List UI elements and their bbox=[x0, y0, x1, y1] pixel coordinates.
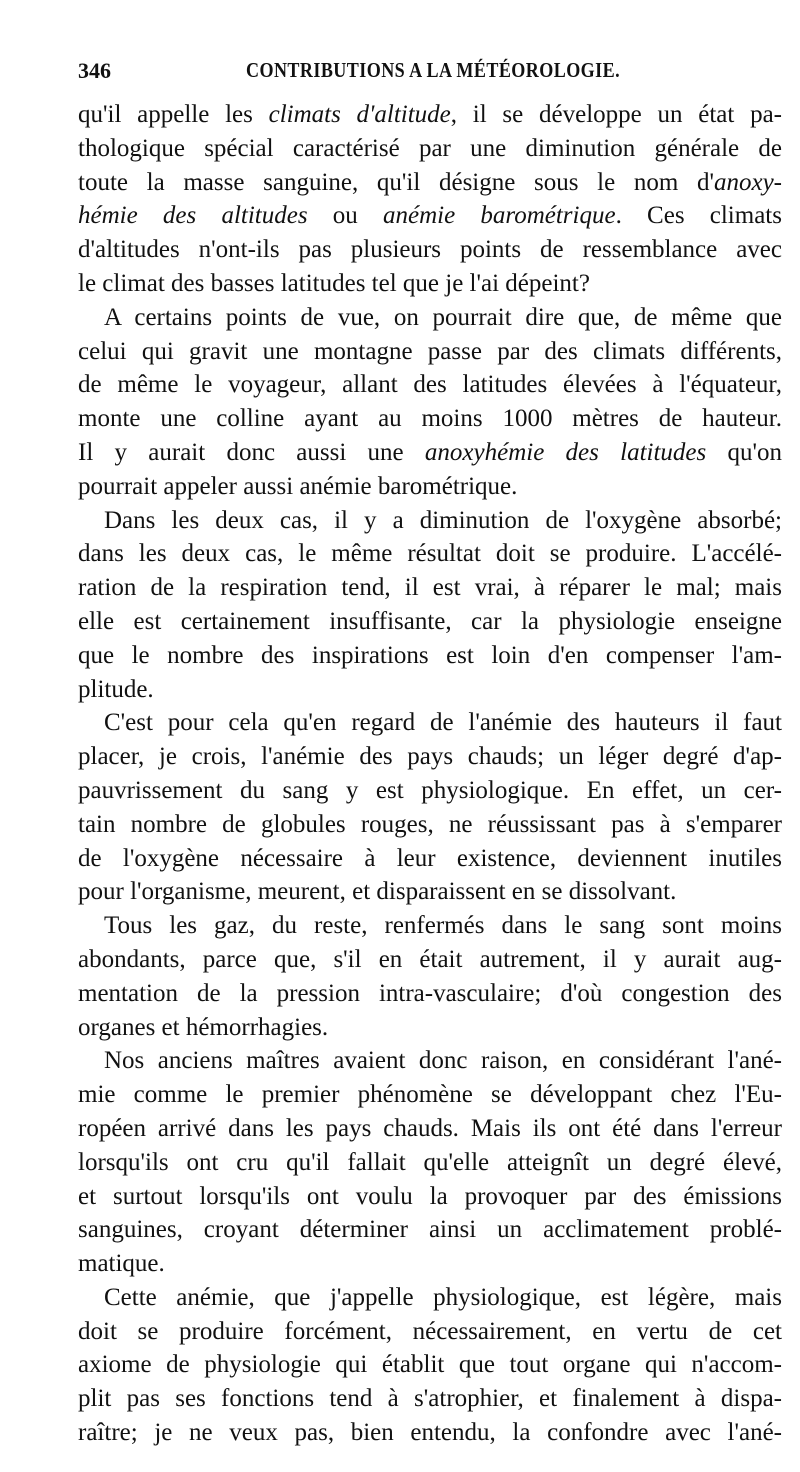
text-run: de l'oxygène nécessaire à leur existence, deviennent inutiles bbox=[78, 844, 782, 872]
text-line bbox=[78, 673, 782, 707]
text-line bbox=[78, 1416, 782, 1450]
text-line bbox=[78, 166, 782, 200]
text-line bbox=[78, 537, 782, 571]
text-run: plitude. bbox=[78, 675, 154, 703]
text-line bbox=[78, 571, 782, 605]
text-line bbox=[78, 233, 782, 267]
text-line bbox=[78, 1315, 782, 1349]
text-run: que le nombre des inspirations est loin d'en compenser l'am- bbox=[78, 641, 782, 669]
text-run: sanguines, croyant déterminer ainsi un acclimatement problé- bbox=[78, 1216, 782, 1244]
text-line bbox=[78, 368, 782, 402]
text-run: pour l'organisme, meurent, et disparaissent en se dissolvant. bbox=[78, 878, 677, 906]
italic-text: anoxyhémie des latitudes bbox=[424, 438, 707, 466]
text-line bbox=[78, 436, 782, 470]
text-run: Tous les gaz, du reste, renfermés dans le sang sont moins bbox=[104, 912, 782, 940]
text-run: d'altitudes n'ont-ils pas plusieurs points de ressemblance avec bbox=[78, 236, 782, 264]
text-run: mie comme le premier phénomène se développant chez l'Eu- bbox=[78, 1081, 782, 1109]
text-run: ration de la respiration tend, il est vrai, à réparer le mal; mais bbox=[78, 574, 782, 602]
text-run: C'est pour cela qu'en regard de l'anémie des hauteurs il faut bbox=[104, 709, 782, 737]
text-run: matique. bbox=[78, 1250, 165, 1278]
text-line bbox=[78, 842, 782, 876]
text-run: et surtout lorsqu'ils ont voulu la provoquer par des émissions bbox=[78, 1182, 782, 1210]
text-run: , il se développe un état pa- bbox=[450, 101, 782, 128]
text-run: Nos anciens maîtres avaient donc raison, en considérant l'ané- bbox=[104, 1047, 782, 1075]
text-line bbox=[78, 1281, 782, 1315]
text-line bbox=[78, 1180, 782, 1214]
text-run: plit pas ses fonctions tend à s'atrophier, et finalement à dispa- bbox=[78, 1385, 782, 1413]
text-line bbox=[78, 199, 782, 233]
text-run: abondants, parce que, s'il en était autrement, il y aurait aug- bbox=[78, 945, 782, 973]
text-line bbox=[78, 470, 782, 504]
text-line bbox=[78, 98, 782, 132]
text-run: Il y aurait donc aussi une bbox=[78, 438, 425, 466]
text-line bbox=[78, 1348, 782, 1382]
text-line bbox=[78, 1044, 782, 1078]
text-run: toute la masse sanguine, qu'il désigne sous le nom d' bbox=[78, 168, 714, 196]
text-line bbox=[78, 740, 782, 774]
text-run: placer, je crois, l'anémie des pays chauds; un léger degré d'ap- bbox=[78, 743, 782, 771]
text-run: elle est certainement insuffisante, car la physiologie enseigne bbox=[78, 607, 782, 635]
text-run: celui qui gravit une montagne passe par des climats différents, bbox=[78, 337, 782, 365]
text-run: monte une colline ayant au moins 1000 mètres de hauteur. bbox=[78, 405, 782, 433]
text-line bbox=[78, 808, 782, 842]
body-text bbox=[78, 98, 782, 1450]
text-line bbox=[78, 909, 782, 943]
text-run: thologique spécial caractérisé par une diminution générale de bbox=[78, 134, 782, 162]
text-run: doit se produire forcément, nécessairement, en vertu de cet bbox=[78, 1317, 782, 1345]
page-header bbox=[78, 58, 782, 92]
italic-text: anoxy- bbox=[713, 168, 782, 196]
text-run: lorsqu'ils ont cru qu'il fallait qu'elle atteignît un degré élevé, bbox=[78, 1148, 782, 1176]
text-run: mentation de la pression intra-vasculaire; d'où congestion des bbox=[78, 979, 782, 1007]
text-run: ou bbox=[307, 202, 383, 230]
text-line bbox=[78, 774, 782, 808]
text-run: pauvrissement du sang y est physiologique. En effet, un cer- bbox=[78, 776, 782, 804]
text-run: pourrait appeler aussi anémie barométrique. bbox=[78, 472, 518, 500]
text-line bbox=[78, 977, 782, 1011]
text-line bbox=[78, 132, 782, 166]
text-line bbox=[78, 1112, 782, 1146]
text-line bbox=[78, 1382, 782, 1416]
text-run: . Ces climats bbox=[615, 202, 782, 230]
text-line bbox=[78, 504, 782, 538]
text-run: tain nombre de globules rouges, ne réussissant pas à s'emparer bbox=[78, 810, 782, 838]
page-number: 346 bbox=[78, 58, 111, 83]
italic-text: hémie des altitudes bbox=[78, 202, 308, 230]
text-run: dans les deux cas, le même résultat doit se produire. L'accélé- bbox=[78, 540, 782, 568]
text-line bbox=[78, 639, 782, 673]
text-line bbox=[78, 943, 782, 977]
text-line bbox=[78, 1011, 782, 1045]
text-run: qu'il appelle les bbox=[78, 101, 269, 128]
text-line bbox=[78, 267, 782, 301]
text-run: Dans les deux cas, il y a diminution de l'oxygène absorbé; bbox=[104, 506, 782, 534]
italic-text: anémie barométrique bbox=[383, 202, 616, 230]
text-run: A certains points de vue, on pourrait dire que, de même que bbox=[104, 303, 782, 331]
text-line bbox=[78, 335, 782, 369]
text-line bbox=[78, 1213, 782, 1247]
text-line bbox=[78, 875, 782, 909]
text-run: raître; je ne veux pas, bien entendu, la confondre avec l'ané- bbox=[78, 1419, 782, 1447]
text-line bbox=[78, 301, 782, 335]
italic-text: climats d'altitude bbox=[268, 101, 451, 128]
text-run: Cette anémie, que j'appelle physiologique, est légère, mais bbox=[104, 1283, 782, 1311]
running-title: CONTRIBUTIONS A LA MÉTÉOROLOGIE. bbox=[246, 58, 621, 82]
text-run: organes et hémorrhagies. bbox=[78, 1013, 329, 1041]
text-line bbox=[78, 1146, 782, 1180]
text-run: axiome de physiologie qui établit que tout organe qui n'accom- bbox=[78, 1351, 782, 1379]
text-run: ropéen arrivé dans les pays chauds. Mais ils ont été dans l'erreur bbox=[78, 1114, 782, 1142]
text-line bbox=[78, 402, 782, 436]
text-run: de même le voyageur, allant des latitudes élevées à l'équateur, bbox=[78, 371, 782, 399]
text-line bbox=[78, 605, 782, 639]
text-line bbox=[78, 1247, 782, 1281]
text-run: qu'on bbox=[706, 438, 782, 466]
text-run: le climat des basses latitudes tel que je l'ai dépeint? bbox=[78, 269, 590, 297]
text-line bbox=[78, 1078, 782, 1112]
text-line bbox=[78, 706, 782, 740]
